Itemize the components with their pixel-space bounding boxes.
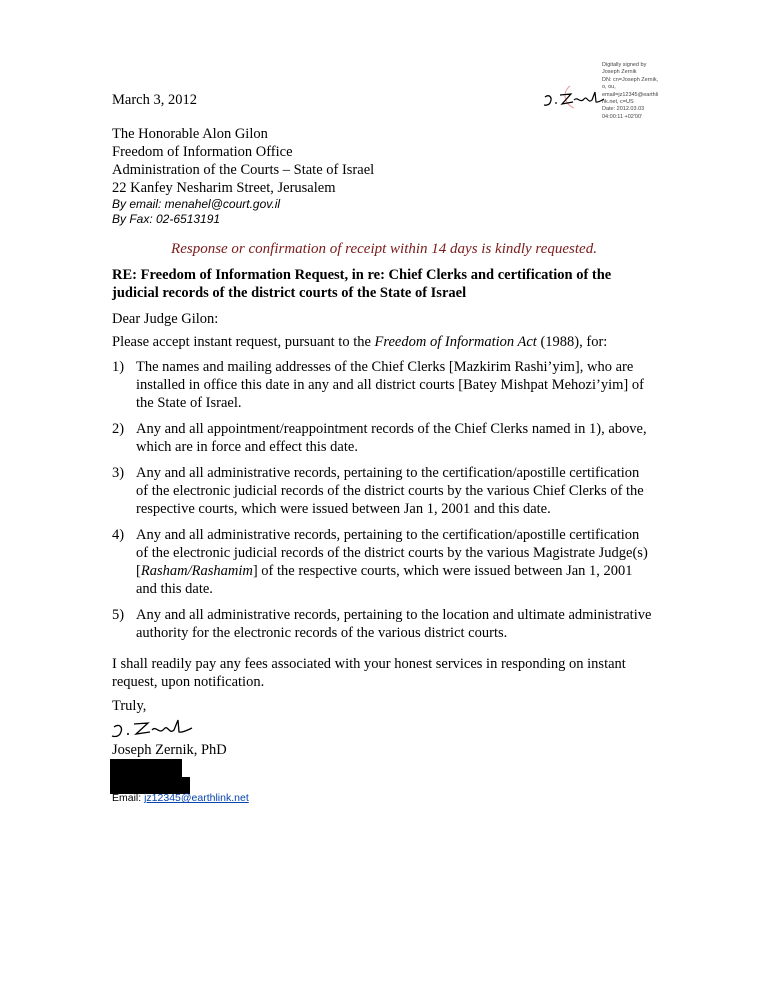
receipt-notice: Response or confirmation of receipt within 14 days is kindly requested. (171, 241, 597, 257)
item-number: 3) (112, 465, 125, 481)
recipient-fax: By Fax: 02-6513191 (112, 212, 221, 226)
intro-paragraph (112, 333, 607, 351)
subject-line: RE: Freedom of Information Request, in re: Chief Clerks and certification of the judicial records of the district courts of the State of Israel (112, 267, 612, 301)
email-label: Email: (112, 792, 145, 804)
list-item (112, 526, 652, 598)
list-item (112, 420, 652, 456)
recipient-line: Freedom of Information Office (112, 144, 293, 160)
digital-signature-text (602, 62, 658, 121)
dsig-line: 04:00:11 +02'00' (602, 113, 643, 120)
digital-signature-mark (540, 82, 610, 112)
dsig-line: Date: 2012.03.03 (602, 106, 645, 113)
list-item (112, 606, 652, 642)
handwritten-signature (108, 714, 203, 742)
act-name: Freedom of Information Act (374, 334, 537, 350)
item-number: 4) (112, 527, 125, 543)
recipient-line: 22 Kanfey Nesharim Street, Jerusalem (112, 180, 336, 196)
item-text (136, 527, 648, 597)
intro-after: (1988), for: (536, 334, 608, 350)
dsig-line: DN: cn=Joseph Zernik, (602, 76, 659, 83)
item-text-italic: Rasham/Rashamim (140, 563, 253, 579)
item-number: 1) (112, 359, 125, 375)
dsig-line: nk.net, c=US (602, 98, 634, 105)
dsig-line: email=jz12345@earthli (602, 91, 659, 98)
sign-off: Truly, (112, 698, 147, 714)
item-number: 2) (112, 421, 125, 437)
dsig-line: o, ou, (602, 84, 616, 91)
redaction-bar (110, 759, 182, 779)
signer-email (112, 792, 249, 805)
item-text: Any and all appointment/reappointment records of the Chief Clerks named in 1), above, which are in force and effect this date. (136, 421, 647, 455)
salutation: Dear Judge Gilon: (112, 311, 219, 327)
digital-signature-stamp (540, 62, 710, 122)
item-text: Any and all administrative records, pertaining to the certification/apostille certification of the electronic judicial records of the district courts by the various Chief Clerks of the respective courts, which were issued between Jan 1, 2001 and this date. (136, 465, 644, 517)
letter-date: March 3, 2012 (112, 92, 197, 108)
list-item (112, 358, 652, 412)
intro-before: Please accept instant request, pursuant to the (112, 334, 375, 350)
recipient-email: By email: menahel@court.gov.il (112, 197, 281, 211)
recipient-line: The Honorable Alon Gilon (112, 126, 268, 142)
item-text: The names and mailing addresses of the Chief Clerks [Mazkirim Rashi’yim], who are installed in office this date in any and all district courts [Batey Mishpat Mehozi’yim] of the State of Israel. (136, 359, 644, 411)
signer-name: Joseph Zernik, PhD (112, 742, 227, 758)
recipient-address (112, 125, 374, 227)
request-list (112, 358, 652, 650)
closing-paragraph: I shall readily pay any fees associated with your honest services in responding on instant request, upon notification. (112, 656, 626, 690)
item-text: Any and all administrative records, pertaining to the location and ultimate administrative authority for the electronic records of the various district courts. (136, 607, 652, 641)
item-text-after: ] of the respective courts, which were issued between Jan 1, 2001 and this date. (136, 563, 633, 597)
item-number: 5) (112, 607, 125, 623)
recipient-line: Administration of the Courts – State of Israel (112, 162, 375, 178)
item-text-before: Any and all administrative records, pertaining to the certification/apostille certification of the electronic judicial records of the district courts by the various Magistrate Judge(s) [ (136, 527, 648, 579)
dsig-line: Digitally signed by (602, 62, 647, 68)
dsig-line: Joseph Zernik (602, 69, 637, 76)
email-link[interactable]: jz12345@earthlink.net (144, 792, 249, 804)
list-item (112, 464, 652, 518)
